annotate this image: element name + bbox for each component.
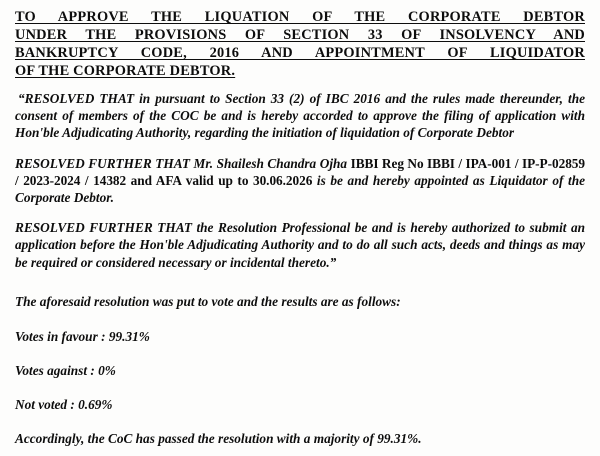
liquidator-registration-details: IBBI Reg No IBBI / IPA-001 / IP-P-02859 / 2023-2024 / 14382 and AFA valid up to 30.06.2026 bbox=[15, 155, 585, 188]
resolution-paragraph-3: RESOLVED FURTHER THAT the Resolution Professional be and is hereby authorized to submit an application before the Hon'ble Adjudicating Authority and to do all such acts, deeds and things as may be required or considered necessary or incidental thereto.” bbox=[15, 220, 585, 270]
voting-intro-text: The aforesaid resolution was put to vote and the results are as follows: bbox=[15, 293, 401, 309]
votes-not-voted: Not voted : 0.69% bbox=[15, 396, 113, 412]
resolution-2-lead: RESOLVED FURTHER THAT Mr. Shailesh Chandra Ojha bbox=[15, 155, 351, 171]
heading-line-4: OF THE CORPORATE DEBTOR. bbox=[15, 63, 236, 79]
resolution-paragraph-2 bbox=[15, 155, 585, 207]
heading-line-3: BANKRUPTCY CODE, 2016 AND APPOINTMENT OF LIQUIDATOR bbox=[15, 45, 585, 61]
voting-conclusion: Accordingly, the CoC has passed the resolution with a majority of 99.31%. bbox=[15, 430, 422, 446]
heading-line-1: TO APPROVE THE LIQUATION OF THE CORPORATE DEBTOR bbox=[15, 9, 585, 25]
voting-results-section bbox=[15, 293, 585, 447]
votes-in-favour: Votes in favour : 99.31% bbox=[15, 328, 150, 344]
votes-against: Votes against : 0% bbox=[15, 362, 116, 378]
resolution-paragraph-1: “RESOLVED THAT in pursuant to Section 33 (2) of IBC 2016 and the rules made thereunder, the consent of members of the COC be and is hereby accorded to approve the filing of application with Hon'ble Adjudicating Authority, regarding the initiation of liquidation of Corporate Debtor bbox=[15, 91, 585, 141]
resolution-2-tail: is be and hereby appointed as Liquidator of the Corporate Debtor. bbox=[15, 172, 585, 206]
page-title bbox=[15, 8, 585, 80]
heading-line-2: UNDER THE PROVISIONS OF SECTION 33 OF INSOLVENCY AND bbox=[15, 27, 585, 43]
